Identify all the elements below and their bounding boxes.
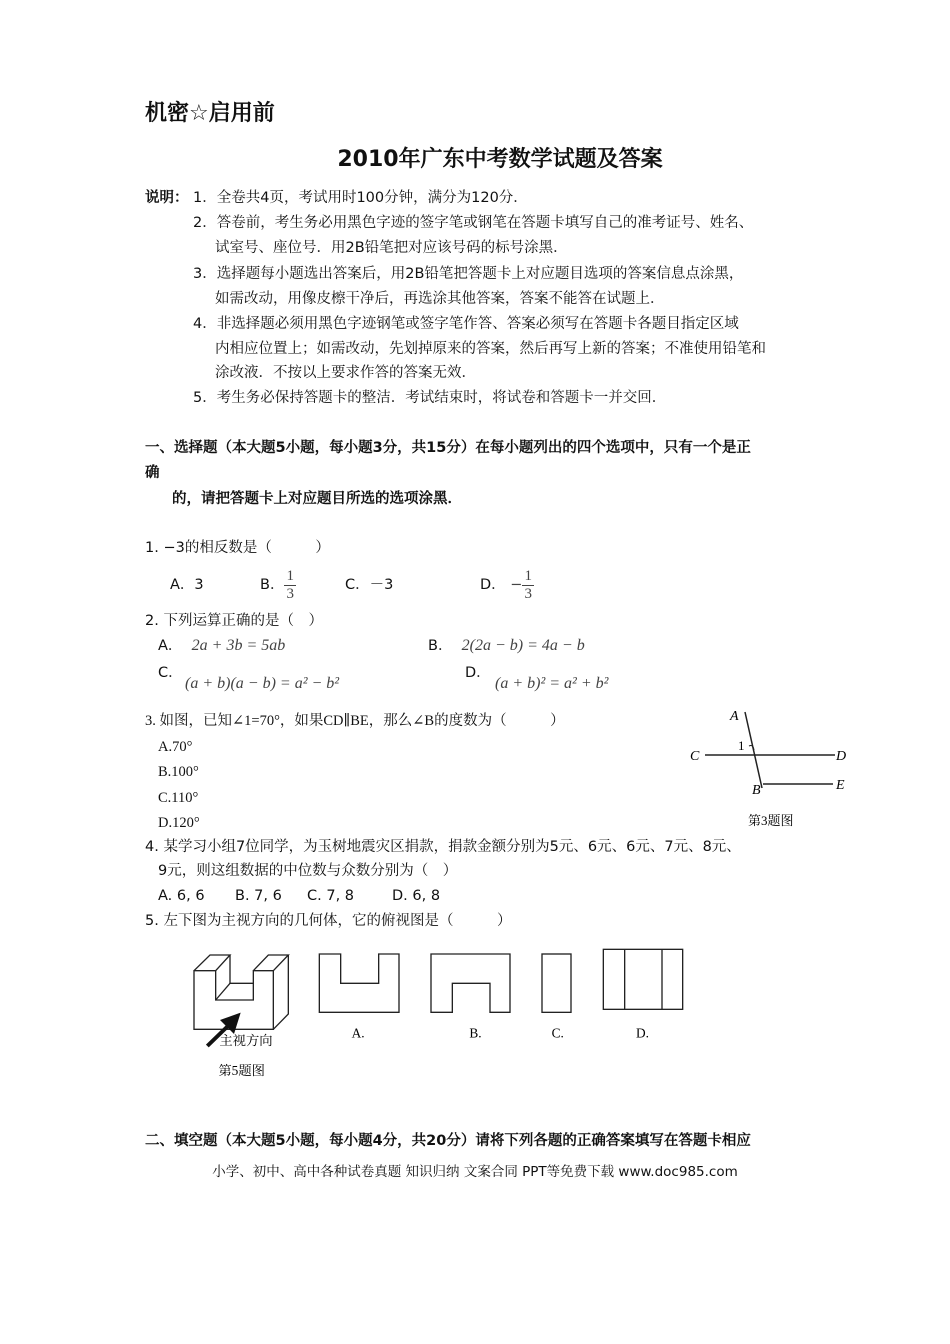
label-e: E [836,778,845,793]
section1-heading: 一、选择题（本大题5小题，每小题3分，共15分）在每小题列出的四个选项中，只有一个是正 [145,440,751,456]
label-d: D [836,749,847,764]
numerator: 1 [286,567,294,584]
q1-option-c: C．－3 [345,577,394,593]
q3-option: C.110° [158,790,199,806]
figure-caption: 第3题图 [748,813,794,828]
option-label: B． [428,638,453,654]
q2-option-a [158,636,285,656]
option-d-shape [603,949,682,1009]
section2-heading: 二、填空题（本大题5小题，每小题4分，共20分）请将下列各题的正确答案填写在答题卡相应 [145,1133,751,1149]
q3-option: B.100° [158,764,199,780]
instruction-line: 内相应位置上；如需改动，先划掉原来的答案，然后再写上新的答案；不准使用铅笔和 [215,341,766,357]
instruction-line: 试室号、座位号．用2B铅笔把对应该号码的标号涂黑． [215,240,568,256]
footer-text: 小学、初中、高中各种试卷真题 知识归纳 文案合同 PPT等免费下载 www.doc985.com [212,1164,738,1180]
formula: 2a + 3b = 5ab [191,637,286,654]
option-b-label: B. [469,1025,482,1041]
instruction-line: 3．选择题每小题选出答案后，用2B铅笔把答题卡上对应题目选项的答案信息点涂黑， [193,266,744,282]
q2-stem: 2. 下列运算正确的是（ ） [145,613,323,629]
confidential-label: 机密☆启用前 [145,101,275,126]
option-label: B． [260,577,285,593]
direction-label: 主视方向 [219,1033,273,1048]
q2-option-c-formula: (a + b)(a − b) = a² − b² [185,675,340,692]
option-label: D． [480,577,506,593]
q4-stem-cont: 9元，则这组数据的中位数与众数分别为（ ） [158,863,458,879]
option-a-label: A. [351,1025,365,1041]
instructions-label: 说明： [145,190,189,206]
q2-option-c-label: C． [158,665,183,681]
q3-figure [680,700,860,840]
instruction-line: 1．全卷共4页，考试用时100分钟，满分为120分． [193,190,528,206]
q4-option: D. 6, 8 [392,888,441,904]
option-c-label: C. [551,1025,564,1041]
q2-option-d-label: D． [465,665,491,681]
option-a-shape [319,954,399,1012]
figure-caption: 第5题图 [218,1063,265,1078]
q4-stem: 4. 某学习小组7位同学，为玉树地震灾区捐款，捐款金额分别为5元、6元、6元、7元、8元、 [145,839,741,855]
q2-option-b [428,636,585,656]
section1-heading-cont: 确 [145,465,160,481]
formula: 2(2a − b) = 4a − b [461,637,585,654]
q1-stem: 1. −3的相反数是（ ） [145,540,330,556]
q5-stem: 5. 左下图为主视方向的几何体，它的俯视图是（ ） [145,913,512,929]
denominator: 3 [524,585,532,602]
minus-sign: − [510,577,523,593]
instruction-line: 5．考生务必保持答题卡的整洁．考试结束时，将试卷和答题卡一并交回． [193,390,667,406]
q1-option-b [260,565,296,605]
page-title: 2010年广东中考数学试题及答案 [337,147,663,172]
q3-option: D.120° [158,815,200,831]
option-c-shape [542,954,571,1012]
q4-option: A. 6, 6 [158,888,205,904]
label-a: A [730,709,739,724]
q4-option: B. 7, 6 [235,888,282,904]
q5-figure [180,940,780,1090]
q1-option-d [480,565,534,605]
instruction-line: 涂改液．不按以上要求作答的答案无效． [215,365,476,381]
solid-shape [194,955,288,1029]
q3-option: A.70° [158,739,193,755]
option-d-label: D. [636,1025,649,1041]
fraction [284,568,296,603]
section1-heading-cont: 的，请把答题卡上对应题目所选的选项涂黑． [172,491,462,507]
q3-stem: 3. 如图，已知∠1=70°，如果CD∥BE，那么∠B的度数为（ ） [145,713,565,729]
q4-option: C. 7, 8 [307,888,355,904]
instruction-line: 如需改动，用像皮檫干净后，再选涂其他答案，答案不能答在试题上． [215,291,665,307]
instruction-line: 2．答卷前，考生务必用黑色字迹的签字笔或钢笔在答题卡填写自己的准考证号、姓名、 [193,215,754,231]
denominator: 3 [286,585,294,602]
q1-option-a: A．3 [170,577,204,593]
instruction-line: 4．非选择题必须用黑色字迹钢笔或签字笔作答、答案必须写在答题卡各题目指定区域 [193,316,739,332]
label-c: C [690,749,700,764]
label-b: B [752,783,761,798]
numerator: 1 [524,567,532,584]
q2-option-d-formula: (a + b)² = a² + b² [495,675,609,692]
option-b-shape [431,954,510,1012]
fraction [522,568,534,603]
option-label: A． [158,638,183,654]
label-angle: 1 [738,738,745,753]
